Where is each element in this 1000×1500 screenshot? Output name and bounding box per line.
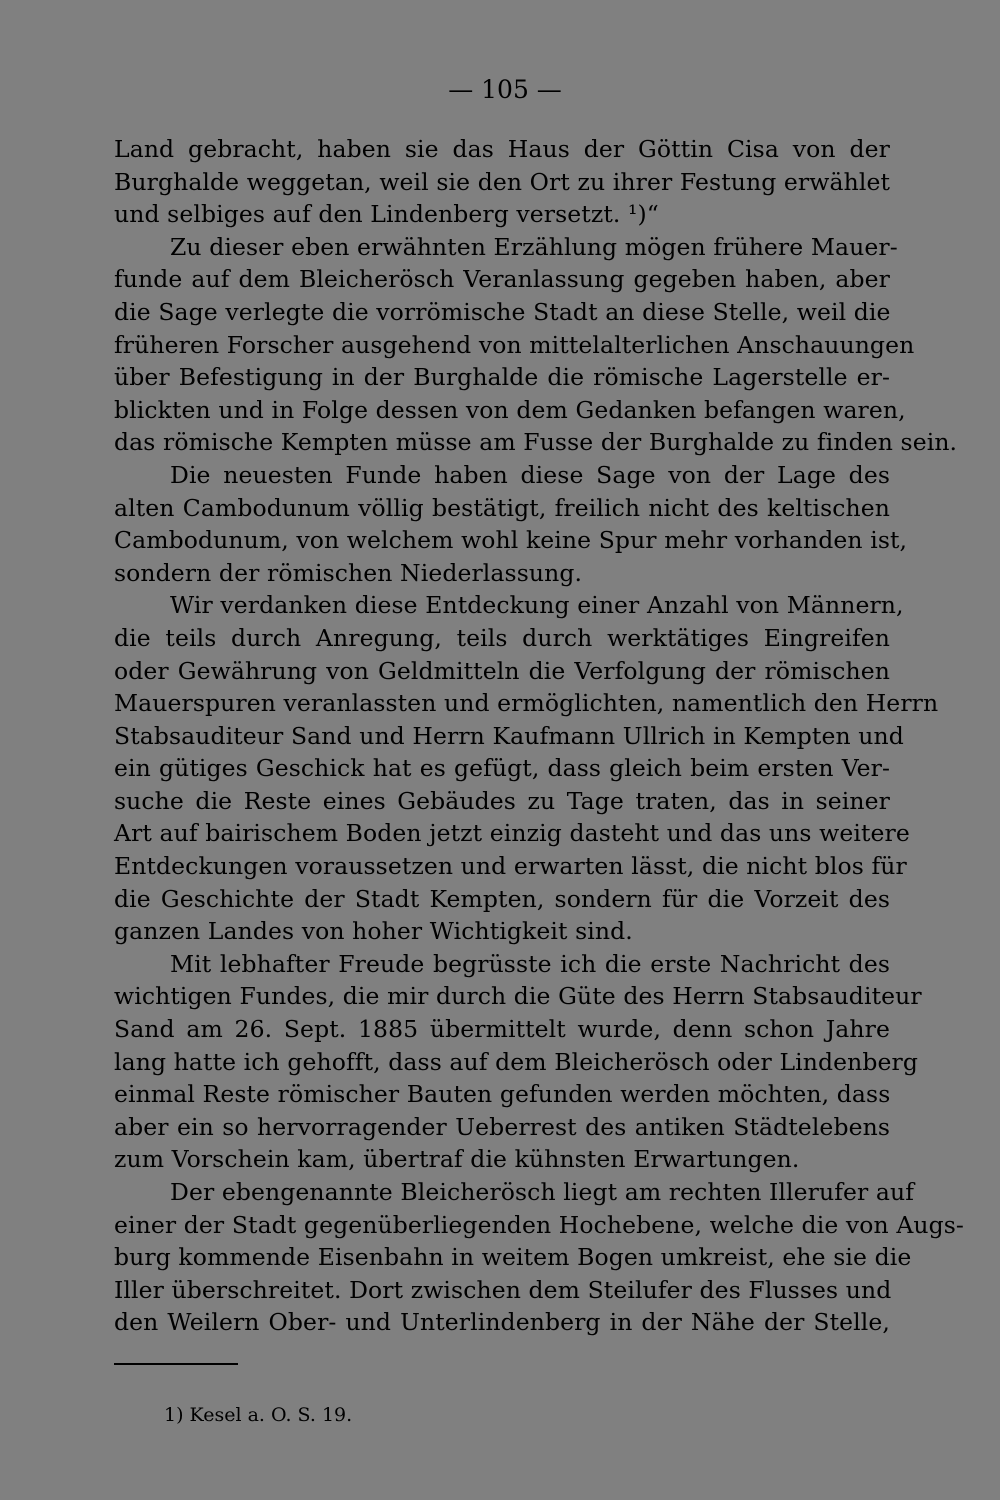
text-line: ganzen Landes von hoher Wichtigkeit sind.	[114, 917, 633, 946]
paragraph	[114, 231, 958, 459]
text-line: aber ein so hervorragender Ueberrest des antiken Städtelebens	[114, 1112, 890, 1141]
text-line: Mit lebhafter Freude begrüsste ich die erste Nachricht des	[170, 949, 890, 978]
footnote: 1) Kesel a. O. S. 19.	[164, 1404, 353, 1426]
text-line: Wir verdanken diese Entdeckung einer Anzahl von Männern,	[170, 591, 904, 620]
text-line: lang hatte ich gehofft, dass auf dem Bleicherösch oder Lindenberg	[114, 1047, 919, 1076]
text-line: früheren Forscher ausgehend von mittelalterlichen Anschauungen	[114, 330, 915, 359]
text-line: das römische Kempten müsse am Fusse der Burghalde zu finden sein.	[114, 428, 958, 457]
text-line: suche die Reste eines Gebäudes zu Tage traten, das in seiner	[114, 786, 890, 815]
body-text	[114, 133, 964, 1339]
text-line: einer der Stadt gegenüberliegenden Hochebene, welche die von Augs-	[114, 1210, 964, 1239]
text-line: wichtigen Fundes, die mir durch die Güte des Herrn Stabsauditeur	[114, 982, 922, 1011]
text-line: blickten und in Folge dessen von dem Gedanken befangen waren,	[114, 395, 906, 424]
paragraph	[114, 948, 922, 1176]
text-line: die Geschichte der Stadt Kempten, sondern für die Vorzeit des	[114, 884, 890, 913]
text-line: Zu dieser eben erwähnten Erzählung mögen frühere Mauer-	[170, 232, 898, 261]
text-line: die Sage verlegte die vorrömische Stadt an diese Stelle, weil die	[114, 297, 891, 326]
paragraph	[114, 459, 908, 589]
page-number: — 105 —	[448, 75, 562, 104]
text-line: Iller überschreitet. Dort zwischen dem Steilufer des Flusses und	[114, 1275, 892, 1304]
text-line: einmal Reste römischer Bauten gefunden werden möchten, dass	[114, 1080, 891, 1109]
text-line: alten Cambodunum völlig bestätigt, freilich nicht des keltischen	[114, 493, 890, 522]
text-line: sondern der römischen Niederlassung.	[114, 558, 583, 587]
text-line: Der ebengenannte Bleicherösch liegt am rechten Illerufer auf	[170, 1178, 915, 1206]
paragraph	[114, 1176, 964, 1339]
text-line: ein gütiges Geschick hat es gefügt, dass gleich beim ersten Ver-	[114, 754, 890, 783]
text-line: zum Vorschein kam, übertraf die kühnsten Erwartungen.	[114, 1145, 800, 1174]
text-line: burg kommende Eisenbahn in weitem Bogen umkreist, ehe sie die	[114, 1243, 912, 1272]
text-line: und selbiges auf den Lindenberg versetzt. ¹)“	[114, 200, 659, 229]
text-line: oder Gewährung von Geldmitteln die Verfolgung der römischen	[114, 656, 890, 685]
paragraph	[114, 133, 890, 231]
text-line: Burghalde weggetan, weil sie den Ort zu ihrer Festung erwählet	[114, 167, 890, 196]
text-line: funde auf dem Bleicherösch Veranlassung gegeben haben, aber	[114, 265, 890, 294]
footnote-divider	[114, 1363, 238, 1365]
text-line: Die neuesten Funde haben diese Sage von der Lage des	[170, 460, 890, 489]
text-line: den Weilern Ober- und Unterlindenberg in der Nähe der Stelle,	[114, 1308, 890, 1337]
text-line: Land gebracht, haben sie das Haus der Göttin Cisa von der	[114, 135, 890, 163]
text-line: Entdeckungen voraussetzen und erwarten lässt, die nicht blos für	[114, 852, 907, 881]
text-line: Mauerspuren veranlassten und ermöglichten, namentlich den Herrn	[114, 689, 939, 718]
text-line: Sand am 26. Sept. 1885 übermittelt wurde, denn schon Jahre	[114, 1015, 890, 1044]
paragraph	[114, 589, 939, 948]
text-line: die teils durch Anregung, teils durch werktätiges Eingreifen	[114, 623, 890, 652]
text-line: Cambodunum, von welchem wohl keine Spur mehr vorhanden ist,	[114, 526, 908, 555]
text-line: Art auf bairischem Boden jetzt einzig dasteht und das uns weitere	[114, 819, 910, 848]
text-line: über Befestigung in der Burghalde die römische Lagerstelle er-	[114, 363, 890, 392]
text-line: Stabsauditeur Sand und Herrn Kaufmann Ullrich in Kempten und	[114, 721, 904, 750]
